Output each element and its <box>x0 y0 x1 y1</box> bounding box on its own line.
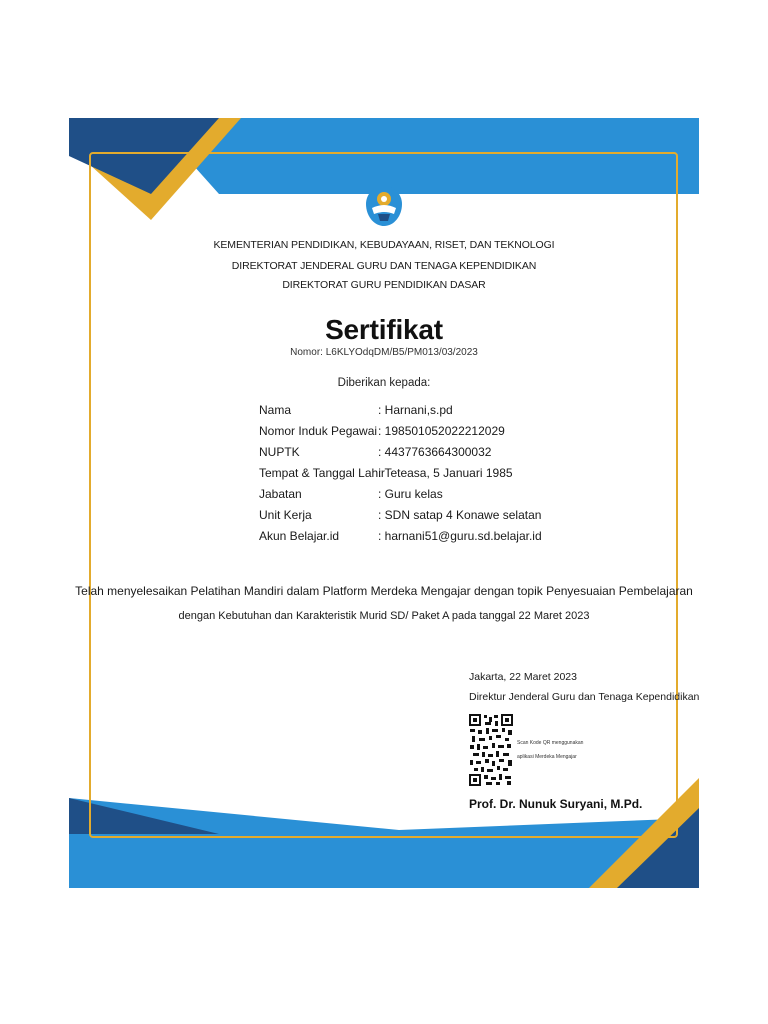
header-directorate-general: DIREKTORAT JENDERAL GURU DAN TENAGA KEPENDIDIKAN <box>231 260 537 272</box>
given-to-label: Diberikan kepada: <box>337 377 431 389</box>
identity-label: Akun Belajar.id <box>259 529 340 543</box>
identity-row-nuptk <box>259 445 589 466</box>
qr-code <box>469 714 513 786</box>
qr-instruction-line-2: aplikasi Merdeka Mengajar <box>517 754 577 760</box>
identity-row-position <box>259 487 589 508</box>
identity-value: : Guru kelas <box>378 487 443 501</box>
identity-label: Nama <box>259 403 292 417</box>
header-ministry: KEMENTERIAN PENDIDIKAN, KEBUDAYAAN, RISET, DAN TEKNOLOGI <box>213 239 555 251</box>
identity-row-birth <box>259 466 589 487</box>
identity-row-name <box>259 403 589 424</box>
identity-row-account <box>259 529 589 550</box>
identity-label: Jabatan <box>259 487 302 501</box>
completion-statement-line-1: Telah menyelesaikan Pelatihan Mandiri dalam Platform Merdeka Mengajar dengan topik Penyesuaian Pembelajaran <box>75 584 693 598</box>
identity-label: Nomor Induk Pegawai <box>259 424 378 438</box>
certificate-number: Nomor: L6KLYOdqDM/B5/PM013/03/2023 <box>290 347 478 358</box>
identity-value: : 198501052022212029 <box>378 424 505 438</box>
identity-label: Tempat & Tanggal Lahir <box>259 466 385 480</box>
signer-name: Prof. Dr. Nunuk Suryani, M.Pd. <box>469 797 643 811</box>
identity-value: : Harnani,s.pd <box>378 403 453 417</box>
qr-instruction-line-1: Scan Kode QR menggunakan <box>517 740 584 746</box>
identity-table <box>259 403 589 550</box>
tut-wuri-handayani-logo <box>364 184 404 228</box>
certificate <box>69 118 699 888</box>
header-directorate: DIREKTORAT GURU PENDIDIKAN DASAR <box>282 279 486 291</box>
signer-position: Direktur Jenderal Guru dan Tenaga Kependidikan <box>469 691 699 703</box>
identity-row-unit <box>259 508 589 529</box>
signature-place-date: Jakarta, 22 Maret 2023 <box>469 671 577 683</box>
identity-label: Unit Kerja <box>259 508 312 522</box>
identity-value: : SDN satap 4 Konawe selatan <box>378 508 542 522</box>
identity-value: : harnani51@guru.sd.belajar.id <box>378 529 542 543</box>
identity-value: : Teteasa, 5 Januari 1985 <box>378 466 513 480</box>
identity-value: : 4437763664300032 <box>378 445 492 459</box>
identity-label: NUPTK <box>259 445 300 459</box>
identity-row-nip <box>259 424 589 445</box>
completion-statement-line-2: dengan Kebutuhan dan Karakteristik Murid SD/ Paket A pada tanggal 22 Maret 2023 <box>178 610 590 622</box>
certificate-title: Sertifikat <box>325 314 443 345</box>
